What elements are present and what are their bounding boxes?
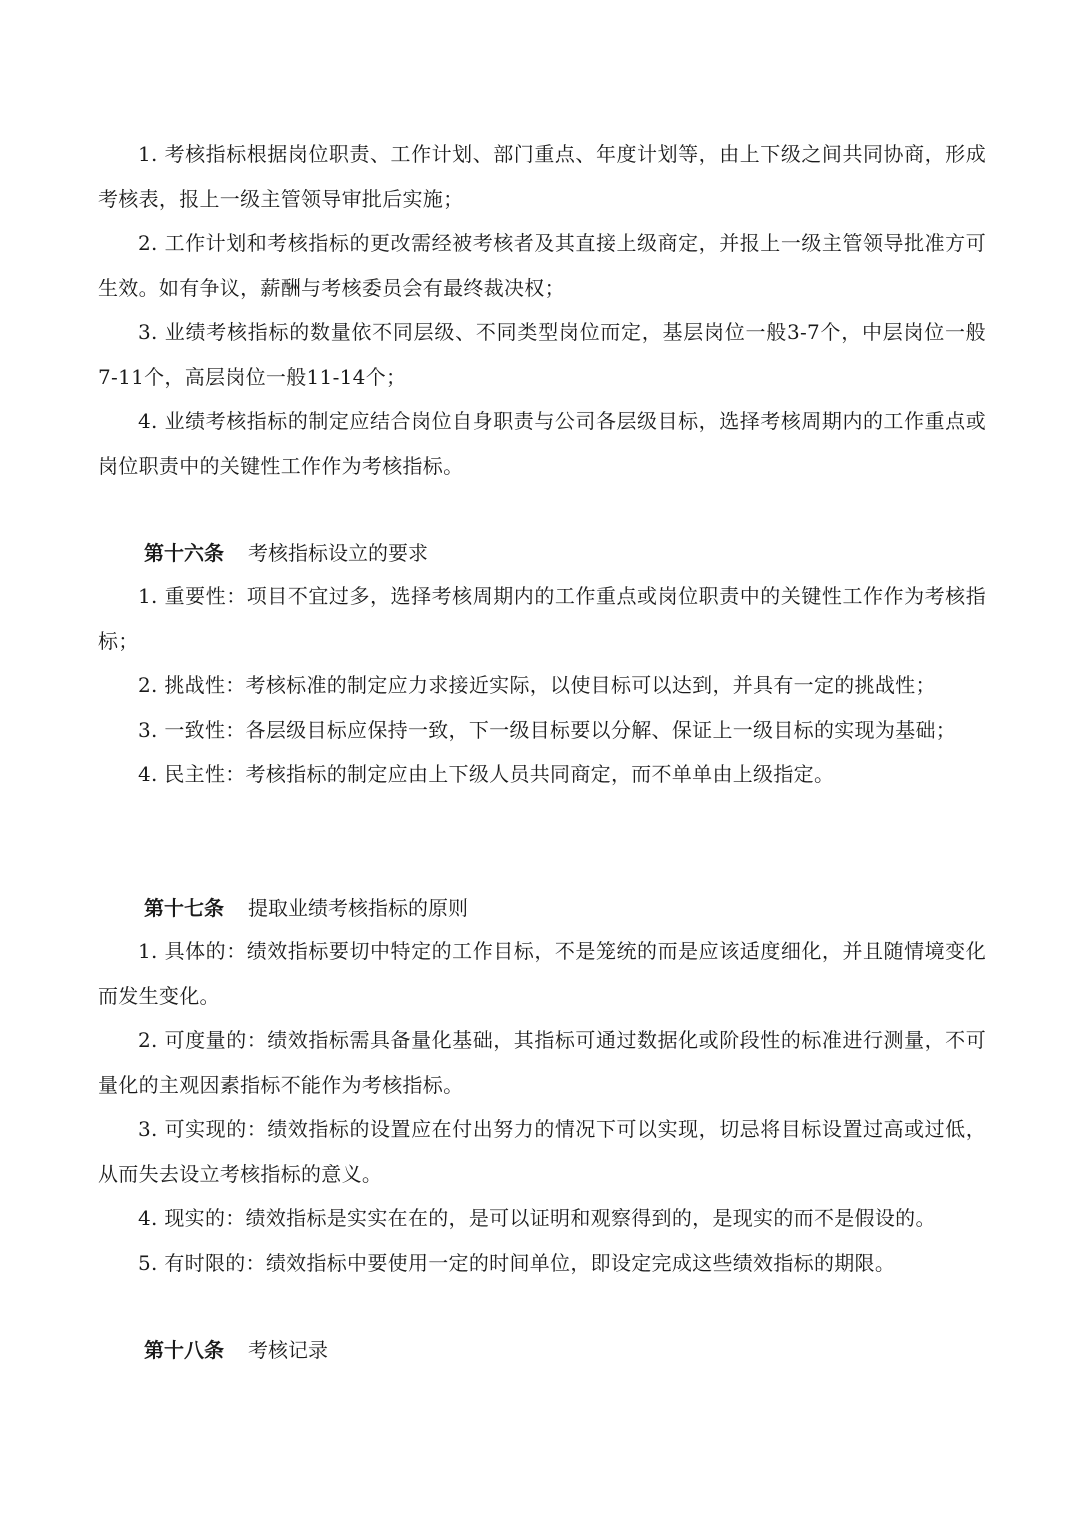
article-17-item-5: 5. 有时限的：绩效指标中要使用一定的时间单位，即设定完成这些绩效指标的期限。: [138, 1250, 896, 1275]
article-16-number: 第十六条: [144, 541, 224, 565]
article-16-item-3: 3. 一致性：各层级目标应保持一致，下一级目标要以分解、保证上一级目标的实现为基础；: [138, 717, 957, 742]
intro-item-3: 3. 业绩考核指标的数量依不同层级、不同类型岗位而定，基层岗位一般3-7个，中层岗位一般7-11个，高层岗位一般11-14个；: [98, 320, 986, 389]
article-16-item-1: 1. 重要性：项目不宜过多，选择考核周期内的工作重点或岗位职责中的关键性工作作为考核指标；: [98, 584, 986, 653]
article-16-section: [98, 574, 986, 797]
article-17-section: [98, 929, 986, 1285]
intro-item-2: 2. 工作计划和考核指标的更改需经被考核者及其直接上级商定，并报上一级主管领导批准方可生效。如有争议，薪酬与考核委员会有最终裁决权；: [98, 231, 986, 300]
article-17-number: 第十七条: [144, 896, 224, 920]
article-17-item-3: 3. 可实现的：绩效指标的设置应在付出努力的情况下可以实现，切忌将目标设置过高或过低，从而失去设立考核指标的意义。: [98, 1117, 986, 1186]
intro-section: [98, 132, 986, 488]
article-17-heading: [98, 893, 1032, 923]
article-18-heading: [98, 1335, 1032, 1365]
article-17-item-1: 1. 具体的：绩效指标要切中特定的工作目标，不是笼统的而是应该适度细化，并且随情境变化而发生变化。: [98, 939, 986, 1008]
article-18-title: 考核记录: [248, 1338, 328, 1362]
article-16-title: 考核指标设立的要求: [248, 541, 428, 565]
article-16-heading: [98, 538, 1032, 568]
article-16-item-2: 2. 挑战性：考核标准的制定应力求接近实际，以使目标可以达到，并具有一定的挑战性；: [138, 673, 936, 697]
intro-item-4: 4. 业绩考核指标的制定应结合岗位自身职责与公司各层级目标，选择考核周期内的工作重点或岗位职责中的关键性工作作为考核指标。: [98, 409, 986, 478]
article-18-number: 第十八条: [144, 1338, 224, 1362]
article-17-item-4: 4. 现实的：绩效指标是实实在在的，是可以证明和观察得到的，是现实的而不是假设的。: [138, 1206, 936, 1230]
article-17-title: 提取业绩考核指标的原则: [248, 896, 468, 920]
article-16-item-4: 4. 民主性：考核指标的制定应由上下级人员共同商定，而不单单由上级指定。: [138, 762, 835, 786]
intro-item-1: 1. 考核指标根据岗位职责、工作计划、部门重点、年度计划等，由上下级之间共同协商，形成考核表，报上一级主管领导审批后实施；: [98, 142, 986, 211]
article-17-item-2: 2. 可度量的：绩效指标需具备量化基础，其指标可通过数据化或阶段性的标准进行测量，不可量化的主观因素指标不能作为考核指标。: [98, 1028, 986, 1097]
